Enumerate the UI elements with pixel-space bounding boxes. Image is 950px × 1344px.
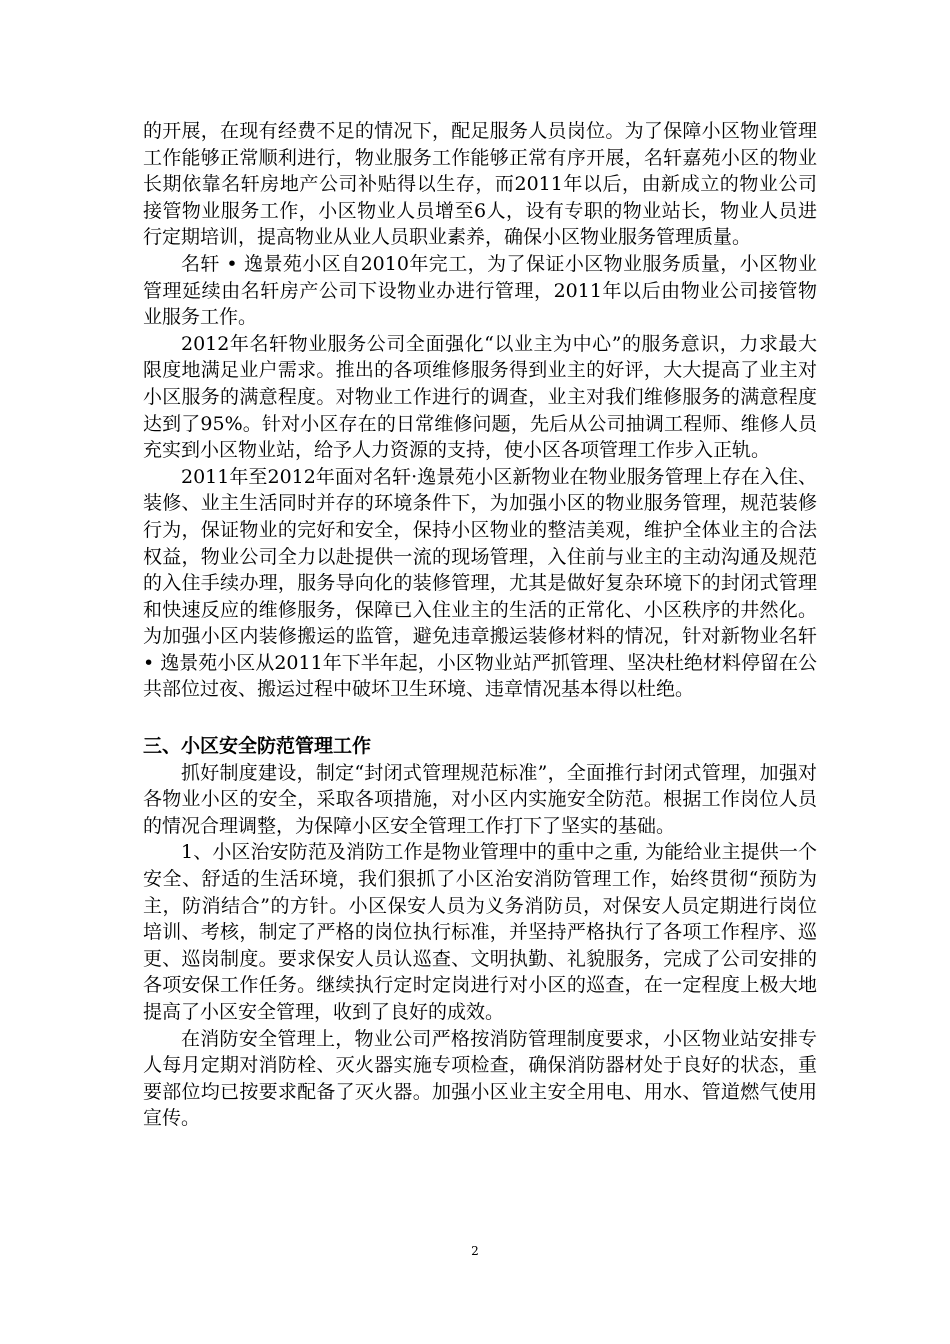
- paragraph-yijingyuan-completion: 名轩 • 逸景苑小区自2010年完工，为了保证小区物业服务质量，小区物业管理延续由名轩房产公司下设物业办进行管理，2011年以后由物业公司接管物业服务工作。: [143, 252, 817, 329]
- section-spacer: [143, 703, 817, 733]
- paragraph-closed-management: 抓好制度建设，制定“封闭式管理规范标准”，全面推行封闭式管理，加强对各物业小区的安全，采取各项措施，对小区内实施安全防范。根据工作岗位人员的情况合理调整，为保障小区安全管理工作打下了坚实的基础。: [143, 761, 817, 837]
- paragraph-renovation-management: 2011年至2012年面对名轩·逸景苑小区新物业在物业服务管理上存在入住、装修、业主生活同时并存的环境条件下，为加强小区的物业服务管理，规范装修行为，保证物业的完好和安全，保持小区物业的整洁美观，维护全体业主的合法权益，物业公司全力以赴提供一流的现场管理，入住前与业主的主动沟通及规范的入住手续办理，服务导向化的装修管理，尤其是做好复杂环境下的封闭式管理和快速反应的维修服务，保障已入住业主的生活的正常化、小区秩序的井然化。为加强小区内装修搬运的监管，避免违章搬运装修材料的情况，针对新物业名轩 • 逸景苑小区从2011年下半年起，小区物业站严抓管理、坚决杜绝材料停留在公共部位过夜、搬运过程中破坏卫生环境、违章情况基本得以杜绝。: [143, 465, 817, 701]
- paragraph-2012-service: 2012年名轩物业服务公司全面强化“以业主为中心”的服务意识，力求最大限度地满足业户需求。推出的各项维修服务得到业主的好评，大大提高了业主对小区服务的满意程度。对物业工作进行的调查，业主对我们维修服务的满意程度达到了95%。针对小区存在的日常维修问题，先后从公司抽调工程师、维修人员充实到小区物业站，给予人力资源的支持，使小区各项管理工作步入正轨。: [143, 332, 817, 462]
- section-heading-safety: 三、小区安全防范管理工作: [143, 735, 372, 758]
- paragraph-fire-safety: 在消防安全管理上，物业公司严格按消防管理制度要求，小区物业站安排专人每月定期对消防栓、灭火器实施专项检查，确保消防器材处于良好的状态，重要部位均已按要求配备了灭火器。加强小区业主安全用电、用水、管道燃气使用宣传。: [143, 1027, 817, 1130]
- document-page: [143, 118, 817, 1132]
- page-number: 2: [471, 1244, 479, 1258]
- paragraph-security-fire: 1、小区治安防范及消防工作是物业管理中的重中之重, 为能给业主提供一个安全、舒适的生活环境，我们狠抓了小区治安消防管理工作，始终贯彻“预防为主，防消结合”的方针。小区保安人员为义务消防员，对保安人员定期进行岗位培训、考核，制定了严格的岗位执行标准，并坚持严格执行了各项工作程序、巡更、巡岗制度。要求保安人员认巡查、文明执勤、礼貌服务，完成了公司安排的各项安保工作任务。继续执行定时定岗进行对小区的巡查，在一定程度上极大地提高了小区安全管理，收到了良好的成效。: [143, 841, 817, 1023]
- paragraph-property-staffing: 的开展，在现有经费不足的情况下，配足服务人员岗位。为了保障小区物业管理工作能够正常顺利进行，物业服务工作能够正常有序开展，名轩嘉苑小区的物业长期依靠名轩房地产公司补贴得以生存，而2011年以后，由新成立的物业公司接管物业服务工作，小区物业人员增至6人，设有专职的物业站长，物业人员进行定期培训，提高物业从业人员职业素养，确保小区物业服务管理质量。: [143, 120, 817, 249]
